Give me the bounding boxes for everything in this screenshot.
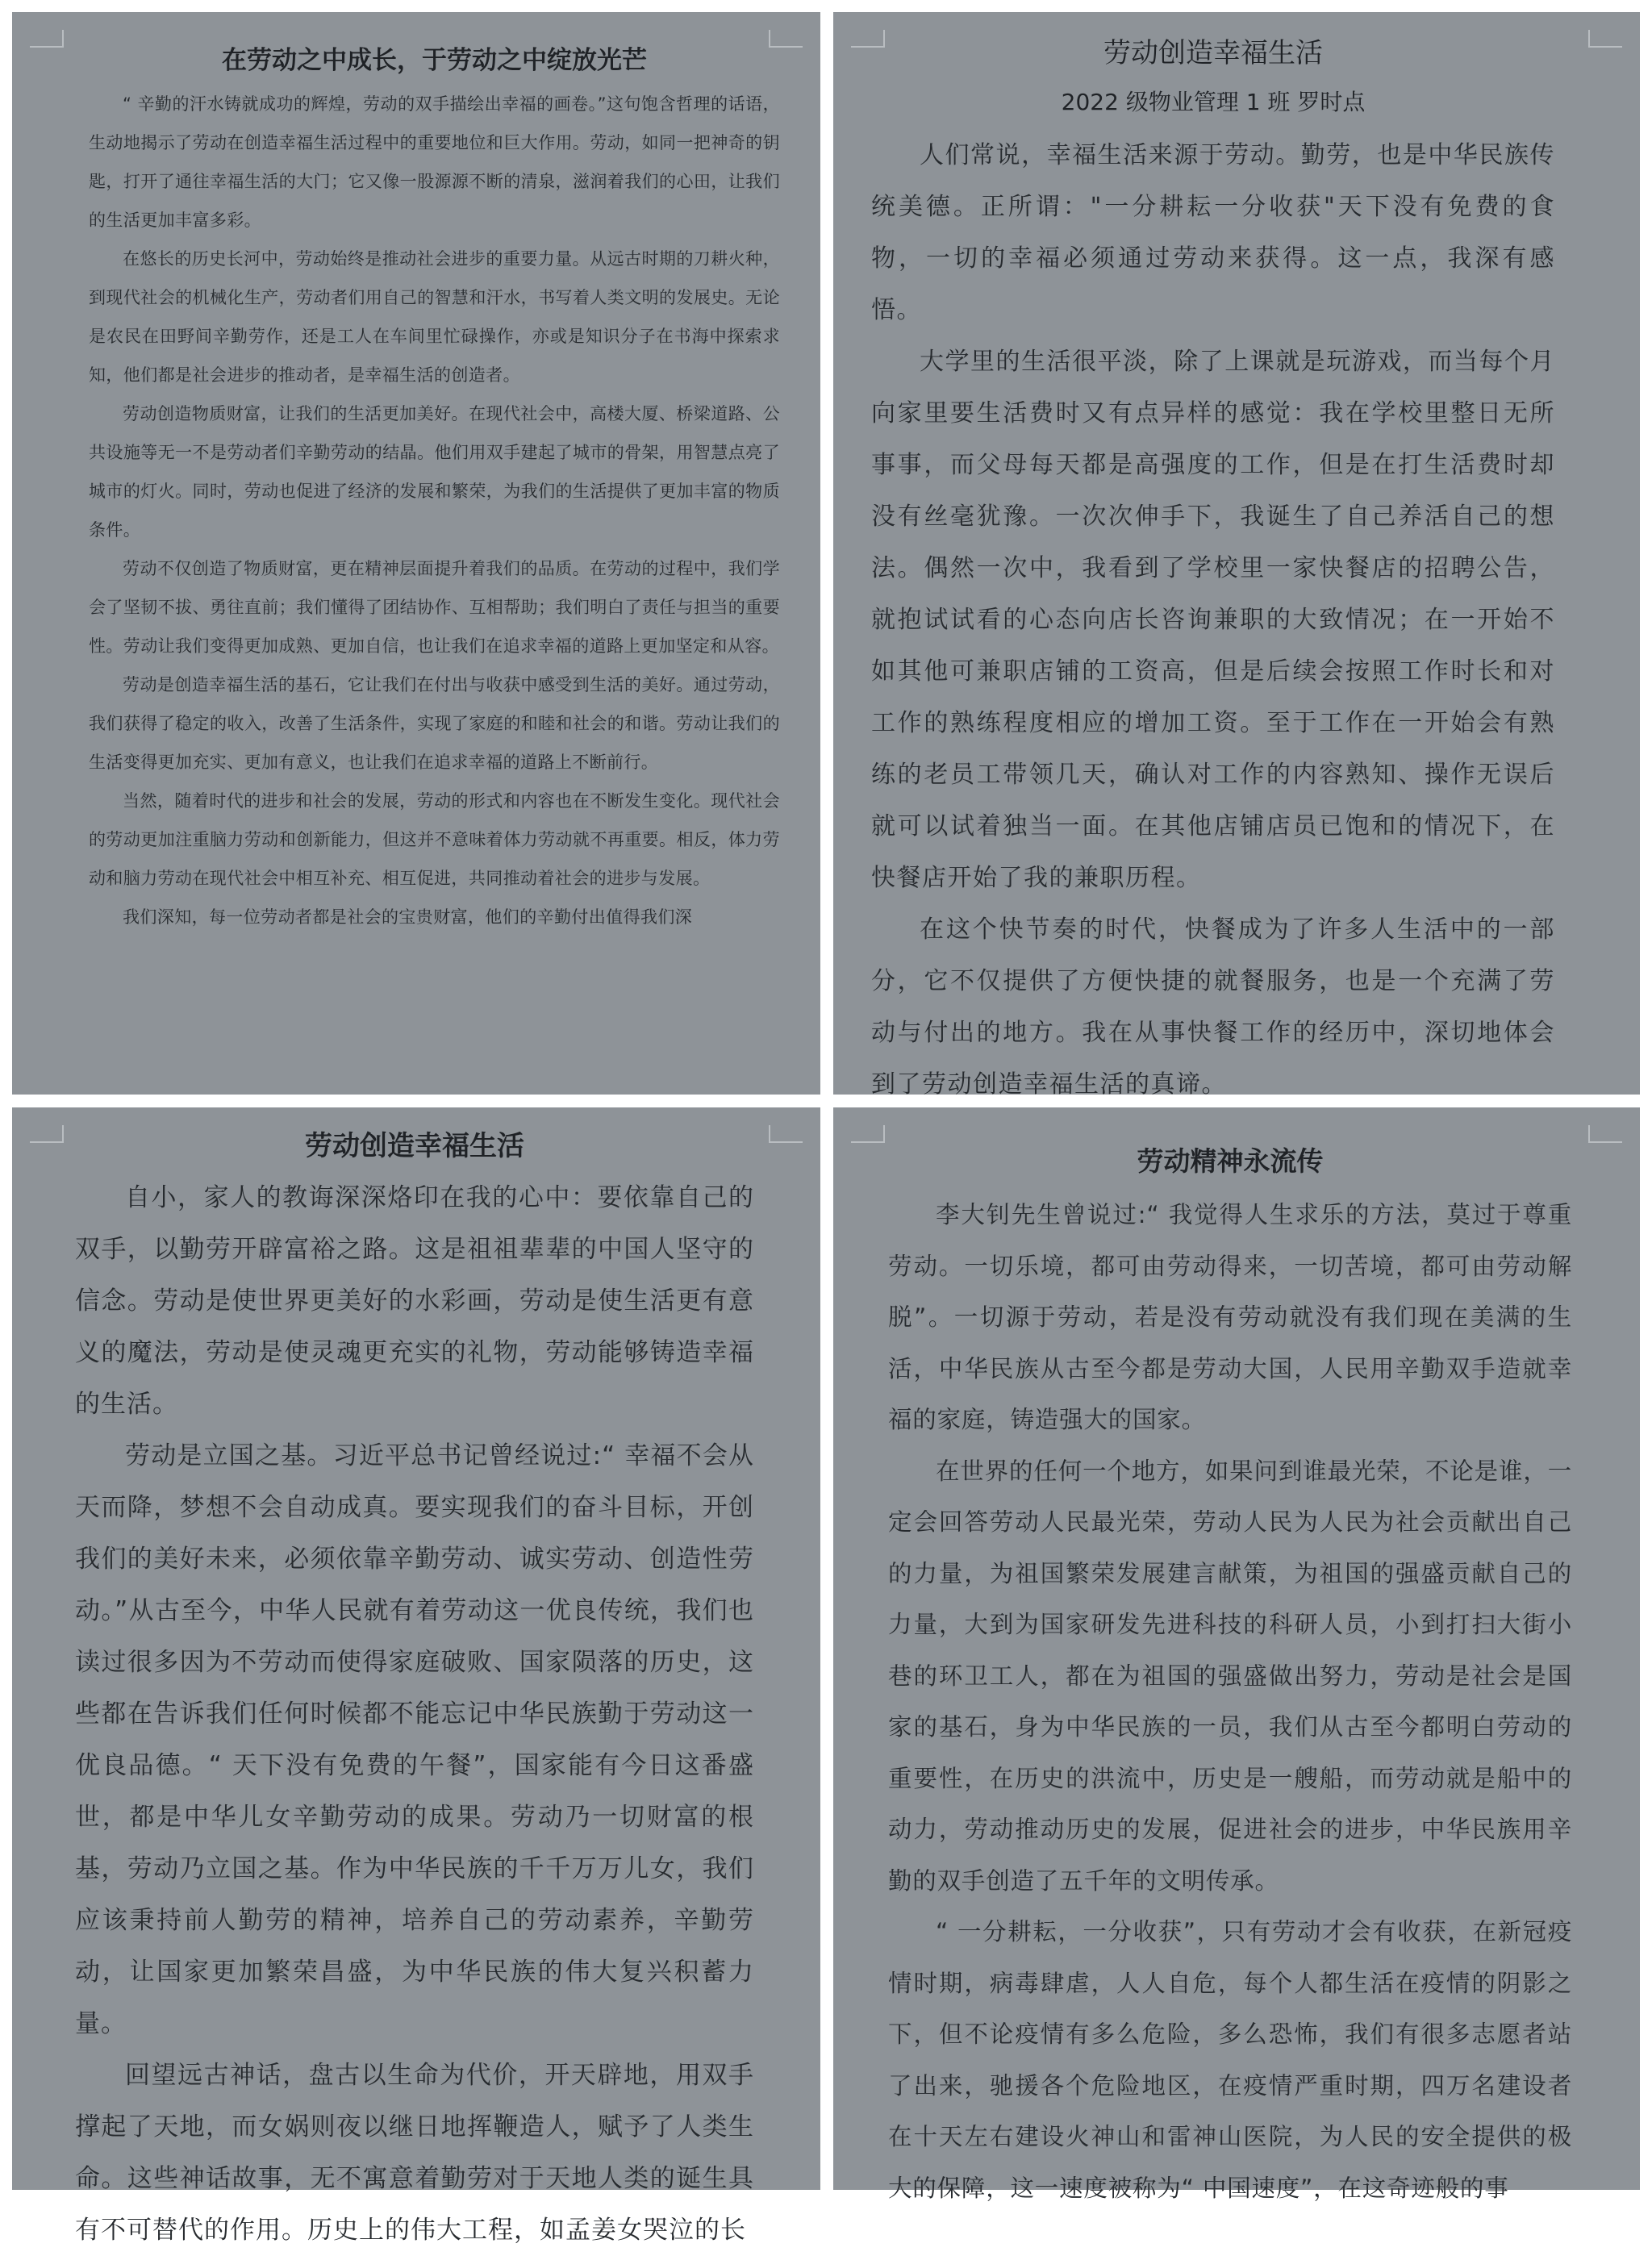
page-corner-mark: [851, 1125, 885, 1143]
paragraph: 大学里的生活很平淡，除了上课就是玩游戏，而当每个月向家里要生活费时又有点异样的感觉：我在学校里整日无所事事，而父母每天都是高强度的工作，但是在打生活费时却没有丝毫犹豫。一次次伸手下，我诞生了自己养活自己的想法。偶然一次中，我看到了学校里一家快餐店的招聘公告，就抱试试看的心态向店长咨询兼职的大致情况；在一开始不如其他可兼职店铺的工资高，但是后续会按照工作时长和对工作的熟练程度相应的增加工资。至于工作在一开始会有熟练的老员工带领几天，确认对工作的内容熟知、操作无误后就可以试着独当一面。在其他店铺店员已饱和的情况下，在快餐店开始了我的兼职历程。: [871, 348, 1555, 892]
document-page-1: [12, 12, 820, 1095]
paragraph: 我们深知，每一位劳动者都是社会的宝贵财富，他们的辛勤付出值得我们深: [123, 907, 693, 927]
page-corner-mark: [1588, 1125, 1622, 1143]
essay-title: 在劳动之中成长，于劳动之中绽放光芒: [222, 46, 647, 75]
paragraph: 在世界的任何一个地方，如果问到谁最光荣，不论是谁，一定会回答劳动人民最光荣，劳动人民为人民为社会贡献出自己的力量，为祖国繁荣发展建言献策，为祖国的强盛贡献自己的力量，大到为国家研发先进科技的科研人员，小到打扫大街小巷的环卫工人，都在为祖国的强盛做出努力，劳动是社会是国家的基石，身为中华民族的一员，我们从古至今都明白劳动的重要性，在历史的洪流中，历史是一艘船，而劳动就是船中的动力，劳动推动历史的发展，促进社会的进步，中华民族用辛勤的双手创造了五千年的文明传承。: [888, 1457, 1572, 1895]
paragraph: “ 辛勤的汗水铸就成功的辉煌，劳动的双手描绘出幸福的画卷。”这句饱含哲理的话语，生动地揭示了劳动在创造幸福生活过程中的重要地位和巨大作用。劳动，如同一把神奇的钥匙，打开了通往幸福生活的大门；它又像一股源源不断的清泉，滋润着我们的心田，让我们的生活更加丰富多彩。: [89, 94, 780, 230]
paragraph: 人们常说，幸福生活来源于劳动。勤劳，也是中华民族传统美德。正所谓："一分耕耘一分收获"天下没有免费的食物，一切的幸福必须通过劳动来获得。这一点，我深有感悟。: [871, 141, 1555, 324]
paragraph: 劳动创造物质财富，让我们的生活更加美好。在现代社会中，高楼大厦、桥梁道路、公共设施等无一不是劳动者们辛勤劳动的结晶。他们用双手建起了城市的骨架，用智慧点亮了城市的灯火。同时，劳动也促进了经济的发展和繁荣，为我们的生活提供了更加丰富的物质条件。: [89, 404, 780, 540]
paragraph: 劳动是创造幸福生活的基石，它让我们在付出与收获中感受到生活的美好。通过劳动，我们获得了稳定的收入，改善了生活条件，实现了家庭的和睦和社会的和谐。劳动让我们的生活变得更加充实、更加有意义，也让我们在追求幸福的道路上不断前行。: [89, 675, 780, 772]
page-corner-mark: [30, 1125, 64, 1143]
paragraph: 在这个快节奏的时代，快餐成为了许多人生活中的一部分，它不仅提供了方便快捷的就餐服务，也是一个充满了劳动与付出的地方。我在从事快餐工作的经历中，深切地体会到了劳动创造幸福生活的真谛。: [871, 915, 1555, 1099]
page-corner-mark: [769, 30, 803, 48]
paragraph: 自小，家人的教诲深深烙印在我的心中：要依靠自己的双手，以勤劳开辟富裕之路。这是祖祖辈辈的中国人坚守的信念。劳动是使世界更美好的水彩画，劳动是使生活更有意义的魔法，劳动是使灵魂更充实的礼物，劳动能够铸造幸福的生活。: [75, 1183, 754, 1419]
paragraph: 李大钊先生曾说过:“ 我觉得人生求乐的方法，莫过于尊重劳动。一切乐境，都可由劳动得来，一切苦境，都可由劳动解脱”。一切源于劳动，若是没有劳动就没有我们现在美满的生活，中华民族从古至今都是劳动大国，人民用辛勤双手造就幸福的家庭，铸造强大的国家。: [888, 1201, 1572, 1433]
page-corner-mark: [30, 30, 64, 48]
document-page-3: [12, 1107, 820, 2245]
page-corner-mark: [1588, 30, 1622, 48]
paragraph: “ 一分耕耘，一分收获”，只有劳动才会有收获，在新冠疫情时期，病毒肆虐，人人自危，每个人都生活在疫情的阴影之下，但不论疫情有多么危险，多么恐怖，我们有很多志愿者站了出来，驰援各个危险地区，在疫情严重时期，四万名建设者在十天左右建设火神山和雷神山医院，为人民的安全提供的极大的保障，这一速度被称为“ 中国速度”，在这奇迹般的事: [888, 1918, 1572, 2202]
author-byline: 2022 级物业管理 1 班 罗时点: [1061, 89, 1366, 115]
paragraph: 当然，随着时代的进步和社会的发展，劳动的形式和内容也在不断发生变化。现代社会的劳动更加注重脑力劳动和创新能力，但这并不意味着体力劳动就不再重要。相反，体力劳动和脑力劳动在现代社会中相互补充、相互促进，共同推动着社会的进步与发展。: [89, 791, 780, 888]
page-corner-mark: [851, 30, 885, 48]
essay-title: 劳动创造幸福生活: [1103, 37, 1323, 69]
essay-title: 劳动创造幸福生活: [305, 1130, 524, 1162]
document-page-2: [833, 12, 1640, 1099]
page-corner-mark: [769, 1125, 803, 1143]
essay-title: 劳动精神永流传: [1137, 1145, 1324, 1177]
paragraph: 回望远古神话，盘古以生命为代价，开天辟地，用双手撑起了天地，而女娲则夜以继日地挥鞭造人，赋予了人类生命。这些神话故事，无不寓意着勤劳对于天地人类的诞生具有不可替代的作用。历史上的伟大工程，如孟姜女哭泣的长: [75, 2061, 754, 2245]
paragraph: 劳动是立国之基。习近平总书记曾经说过:“ 幸福不会从天而降，梦想不会自动成真。要实现我们的奋斗目标，开创我们的美好未来，必须依靠辛勤劳动、诚实劳动、创造性劳动。”从古至今，中华人民就有着劳动这一优良传统，我们也读过很多因为不劳动而使得家庭破败、国家陨落的历史，这些都在告诉我们任何时候都不能忘记中华民族勤于劳动这一优良品德。“ 天下没有免费的午餐”，国家能有今日这番盛世，都是中华儿女辛勤劳动的成果。劳动乃一切财富的根基，劳动乃立国之基。作为中华民族的千千万万儿女，我们应该秉持前人勤劳的精神，培养自己的劳动素养，辛勤劳动，让国家更加繁荣昌盛，为中华民族的伟大复兴积蓄力量。: [75, 1441, 754, 2038]
document-page-4: [833, 1107, 1640, 2202]
paragraph: 劳动不仅创造了物质财富，更在精神层面提升着我们的品质。在劳动的过程中，我们学会了坚韧不拔、勇往直前；我们懂得了团结协作、互相帮助；我们明白了责任与担当的重要性。劳动让我们变得更加成熟、更加自信，也让我们在追求幸福的道路上更加坚定和从容。: [89, 559, 780, 656]
paragraph: 在悠长的历史长河中，劳动始终是推动社会进步的重要力量。从远古时期的刀耕火种，到现代社会的机械化生产，劳动者们用自己的智慧和汗水，书写着人类文明的发展史。无论是农民在田野间辛勤劳作，还是工人在车间里忙碌操作，亦或是知识分子在书海中探索求知，他们都是社会进步的推动者，是幸福生活的创造者。: [89, 249, 780, 385]
